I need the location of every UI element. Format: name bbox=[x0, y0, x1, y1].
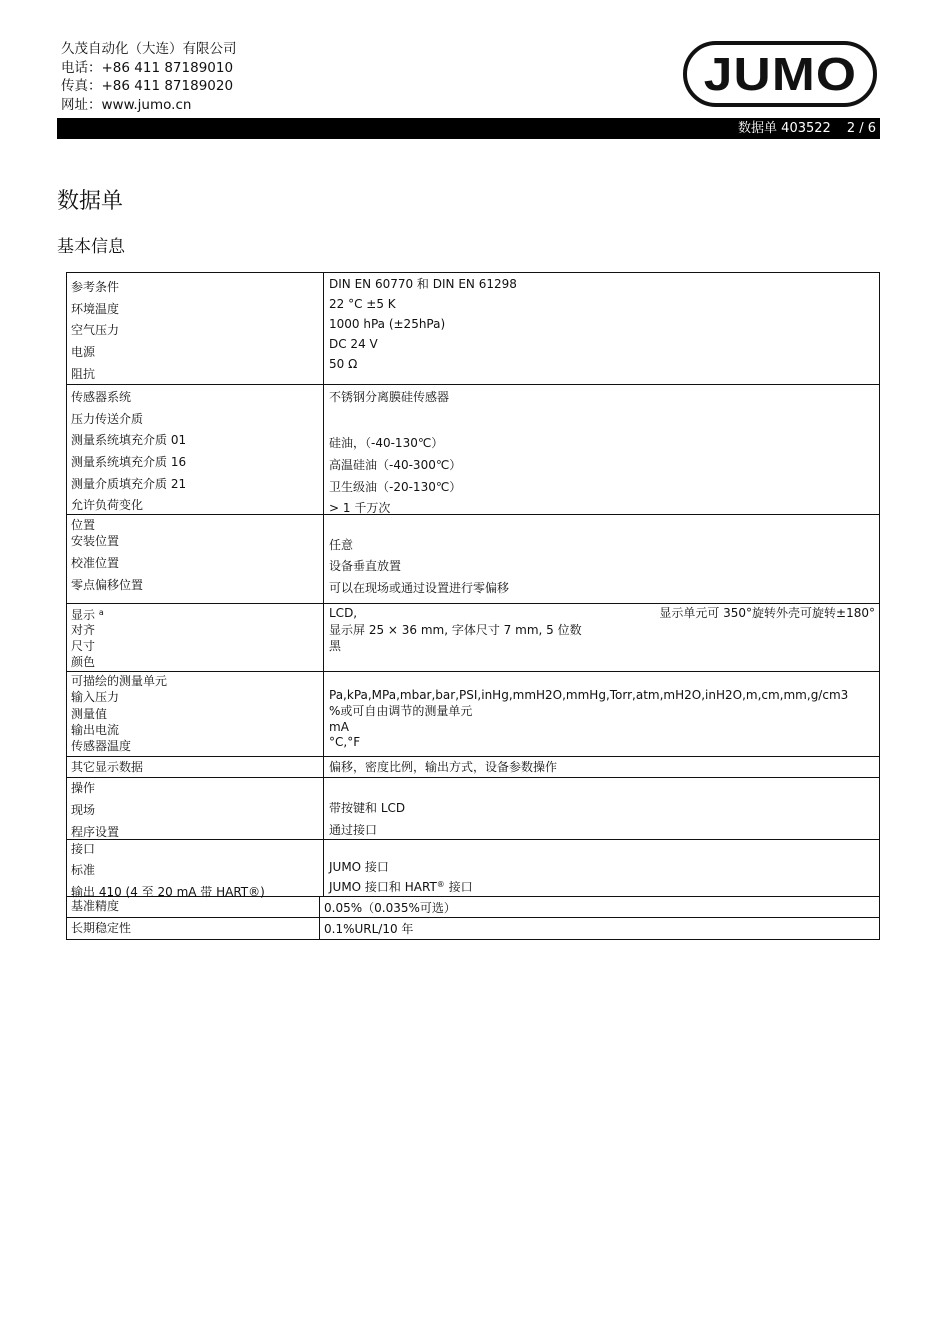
label-power-supply: 电源 bbox=[71, 345, 96, 359]
value-calibration-position: 设备垂直放置 bbox=[329, 559, 402, 573]
label-operation: 操作 bbox=[71, 781, 96, 795]
value-hart-pre: JUMO 接口和 HART bbox=[329, 880, 437, 894]
label-reference-conditions: 参考条件 bbox=[71, 280, 120, 294]
company-name: 久茂自动化（大连）有限公司 bbox=[61, 41, 237, 57]
value-display-size: 显示屏 25 × 36 mm, 字体尺寸 7 mm, 5 位数 bbox=[329, 623, 582, 637]
label-reference-accuracy: 基准精度 bbox=[71, 899, 120, 913]
value-current-units: mA bbox=[329, 720, 349, 734]
logo-text: JUMO bbox=[703, 48, 857, 100]
section-reference-accuracy bbox=[67, 897, 879, 918]
label-color: 颜色 bbox=[71, 655, 96, 669]
section-display bbox=[67, 604, 879, 672]
company-website: 网址：www.jumo.cn bbox=[61, 96, 192, 113]
label-calibration-position: 校准位置 bbox=[71, 556, 120, 570]
value-mounting-position: 任意 bbox=[329, 538, 354, 552]
label-sensor-system: 传感器系统 bbox=[71, 390, 132, 404]
spec-table bbox=[66, 272, 880, 940]
value-hart-interface bbox=[329, 878, 473, 894]
value-pressure-units: Pa,kPa,MPa,mbar,bar,PSI,inHg,mmH2O,mmHg,Torr,atm,mH2O,inH2O,m,cm,mm,g/cm3 bbox=[329, 688, 849, 702]
label-pressure-medium: 压力传送介质 bbox=[71, 412, 144, 426]
label-sensor-temperature: 传感器温度 bbox=[71, 739, 132, 753]
value-load-change: > 1 千万次 bbox=[329, 501, 391, 515]
value-air-pressure: 1000 hPa (±25hPa) bbox=[329, 317, 446, 331]
footnote-mark: a bbox=[98, 608, 104, 617]
registered-mark: ® bbox=[436, 880, 445, 889]
value-zero-offset-position: 可以在现场或通过设置进行零偏移 bbox=[329, 581, 510, 595]
value-sensor-system: 不锈钢分离膜硅传感器 bbox=[329, 390, 450, 404]
value-display-color: 黑 bbox=[329, 639, 342, 653]
label-air-pressure: 空气压力 bbox=[71, 323, 120, 337]
label-display bbox=[71, 606, 104, 622]
doc-header-bar bbox=[57, 118, 880, 139]
label-input-pressure: 输入压力 bbox=[71, 690, 120, 704]
value-standard-interface: JUMO 接口 bbox=[329, 860, 389, 874]
section-long-term-stability bbox=[67, 918, 879, 939]
section-heading: 基本信息 bbox=[57, 237, 125, 257]
label-fill-medium-01: 测量系统填充介质 01 bbox=[71, 433, 187, 447]
value-programming: 通过接口 bbox=[329, 823, 378, 837]
label-interface: 接口 bbox=[71, 842, 96, 856]
section-sensor-system bbox=[67, 385, 879, 515]
value-ambient-temp: 22 °C ±5 K bbox=[329, 297, 396, 311]
label-alignment: 对齐 bbox=[71, 623, 96, 637]
value-other-display-data: 偏移，密度比例，输出方式，设备参数操作 bbox=[329, 760, 558, 774]
label-standard: 标准 bbox=[71, 863, 96, 877]
label-fill-medium-16: 测量系统填充介质 16 bbox=[71, 455, 187, 469]
label-other-display-data: 其它显示数据 bbox=[71, 760, 144, 774]
label-output-current: 输出电流 bbox=[71, 723, 120, 737]
value-impedance: 50 Ω bbox=[329, 357, 358, 371]
value-temperature-units: °C,°F bbox=[329, 735, 361, 749]
label-output-410: 输出 410 (4 至 20 mA 带 HART®) bbox=[71, 885, 265, 899]
section-measurement-units bbox=[67, 672, 879, 757]
label-fill-medium-21: 测量介质填充介质 21 bbox=[71, 477, 187, 491]
section-reference-conditions bbox=[67, 273, 879, 385]
section-position bbox=[67, 515, 879, 604]
label-display-text: 显示 bbox=[71, 608, 96, 622]
value-fill-medium-16: 高温硅油（-40-300℃） bbox=[329, 458, 462, 472]
page-label: 2 / 6 bbox=[846, 121, 876, 136]
company-phone: 电话：+86 411 87189010 bbox=[61, 59, 234, 76]
label-size: 尺寸 bbox=[71, 639, 96, 653]
label-ambient-temp: 环境温度 bbox=[71, 302, 120, 316]
label-mounting-position: 安装位置 bbox=[71, 534, 120, 548]
label-long-term-stability: 长期稳定性 bbox=[71, 921, 132, 935]
label-local: 现场 bbox=[71, 803, 96, 817]
label-position: 位置 bbox=[71, 518, 96, 532]
value-standards: DIN EN 60770 和 DIN EN 61298 bbox=[329, 277, 517, 291]
jumo-logo bbox=[683, 41, 877, 107]
value-reference-accuracy: 0.05%（0.035%可选） bbox=[324, 901, 456, 915]
company-fax: 传真：+86 411 87189020 bbox=[61, 78, 234, 94]
value-display-type: LCD, bbox=[329, 606, 358, 620]
value-fill-medium-21: 卫生级油（-20-130℃） bbox=[329, 480, 462, 494]
page-title: 数据单 bbox=[57, 189, 124, 214]
value-display-rotation: 显示单元可 350°旋转外壳可旋转±180° bbox=[659, 606, 875, 620]
label-programming: 程序设置 bbox=[71, 825, 120, 839]
section-operation bbox=[67, 778, 879, 840]
section-other-display-data bbox=[67, 757, 879, 778]
value-fill-medium-01: 硅油，（-40-130℃） bbox=[329, 436, 444, 450]
label-measured-value: 测量值 bbox=[71, 707, 108, 721]
value-hart-post: 接口 bbox=[444, 880, 473, 894]
doc-label: 数据单 403522 bbox=[738, 121, 831, 136]
value-local-operation: 带按键和 LCD bbox=[329, 801, 406, 815]
value-power-supply: DC 24 V bbox=[329, 337, 378, 351]
label-load-change: 允许负荷变化 bbox=[71, 498, 144, 512]
label-impedance: 阻抗 bbox=[71, 367, 96, 381]
label-zero-offset-position: 零点偏移位置 bbox=[71, 578, 144, 592]
section-interface bbox=[67, 840, 879, 897]
company-info bbox=[61, 40, 237, 114]
value-long-term-stability: 0.1%URL/10 年 bbox=[324, 922, 414, 936]
label-measurement-units: 可描绘的测量单元 bbox=[71, 674, 168, 688]
value-custom-units: %或可自由调节的测量单元 bbox=[329, 704, 473, 718]
